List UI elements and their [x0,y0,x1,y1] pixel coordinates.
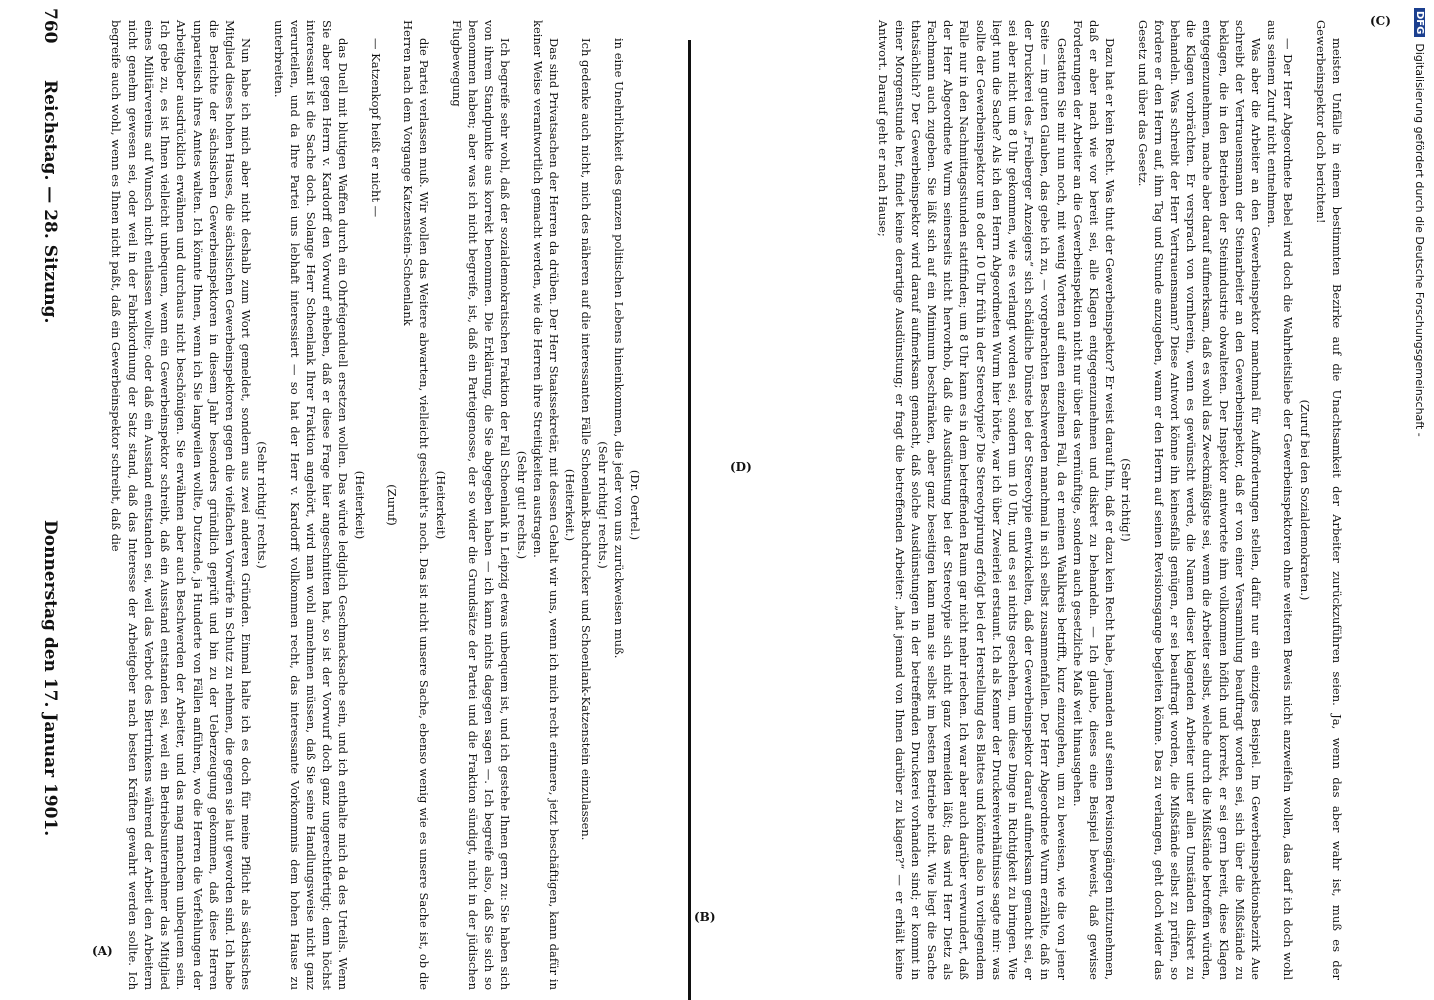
right-column-text [700,0,1350,1000]
interjection: (Zuruf) [384,484,399,526]
header-date: Donnerstag den 17. Januar 1901. [40,520,60,837]
paragraph: Gestatten Sie mir nun noch, mit wenig Worten auf einen einzelnen Fall, da er meinen Wahlkreis betrifft, kurz einzugehen, um zu beweisen, wie die von jener Seite — im guten Glauben, das gebe ich zu, — vorgebrachten Beschwerden manchmal in sich selbst zusammenfallen. Der Herr Abgeordnete Wurm erzählte, daß in der Druckerei des „Freiberger Anzeigers“ sich schädliche Dünste bei der Stereotypie entwickelten, daß der Gewerbeinspektor darauf aufmerksam gemacht sei, er sei aber nicht um 8 Uhr gekommen, wie es verlangt worden sei, sondern um 10 Uhr, und es sei nichts geschehen, um diese Dinge in Richtigkeit zu bringen. Wie liegt nun die Sache? Als ich den Herrn Abgeordneten Wurm hier hörte, war ich über Zweierlei erstaunt. Ich als Kenner der Druckereiverhältnisse sagte mir: was sollte der Gewerbeinspektor um 8 oder 10 Uhr früh in der Stereotypie? Die Stereotypirung erfolgt bei der Herstellung des Blattes und könnte also in vorliegendem Falle nur in den Nachmittagsstunden stattfinden; um 8 Uhr kann es in dem betreffenden Raum gar nicht mehr riechen. Ich war aber auch darüber verwundert, daß der Herr Abgeordnete Wurm seinerseits nicht hervorhob, daß die Ausdünstung bei der Stereotypie sich nicht ganz vermeiden läßt; das wird Herr Dietz als Fachmann auch zugeben. Sie läßt sich auf ein Minimum beschränken, aber ganz beseitigen kann man sie selbst im besten Betriebe nicht. Wie liegt die Sache thatsächlich? Der Gewerbeinspektor wird darauf aufmerksam gemacht, daß solche Ausdünstungen in der betreffenden Druckerei vorhanden sind; er kommt in einer Morgenstunde her, findet keine derartige Ausdünstung; er fragt die betreffenden Arbeiter: „hat jemand von Ihnen darüber zu klagen?“ — er erhält keine Antwort. Darauf geht er nach Hause; [876,20,1069,980]
paragraph: Ich gedenke auch nicht, mich des näheren auf die interessanten Fälle Schoenlank-Buchdrucker und Schoenlank-Katzenstein einzulassen. [579,38,594,841]
column-rule [688,40,691,1000]
interjection: (Sehr gut! rechts.) [514,450,529,560]
interjection: (Sehr richtig! rechts.) [595,441,610,569]
margin-mark-a: (A) [92,944,113,958]
paragraph: in eine Unehrlichkeit des ganzen politischen Lebens hineinkommen, die jeder von uns zurückweisen muß. [611,38,626,659]
paragraph: — Der Herr Abgeordnete Bebel wird doch die Wahrheitsliebe der Gewerbeinspektoren ohne weiteren Beweis nicht anzweifeln wollen, das darf ich doch wohl aus seinem Zuruf nicht entnehmen. [1265,20,1296,980]
interjection: (Heiterkeit.) [563,468,578,542]
digitization-stamp [1402,0,1432,1000]
margin-mark-d: (D) [730,460,752,474]
paragraph: Dazu hat er kein Recht. Was thut der Gewerbeinspektor? Er weist darauf hin, daß er dazu kein Recht habe, jemanden auf seinen Revisionsgängen mitzunehmen, daß er aber nach wie vor bereit sei, alle Klagen entgegenzunehmen und diskret zu behandeln. — Ich glaube, dieses eine Beispiel beweist, daß gewisse Forderungen der Arbeiter an die Gewerbeinspektion nicht nur über das vernünftige, sondern auch gesetzliche Maß weit hinausgehen. [1070,20,1118,980]
paragraph: Das sind Privatsachen der Herren da drüben. Der Herr Staatssekretär, mit dessen Gehalt wir uns, wenn ich mich recht erinnere, jetzt beschäftigen, kann dafür in keiner Weise verantwortlich gemacht werden, wie die Herren ihre Streitigkeiten austragen. [530,20,561,990]
interjection: (Zuruf bei den Sozialdemokraten.) [1297,399,1312,601]
interjection: (Dr. Oertel.) [628,469,642,541]
margin-mark-c: (C) [1370,14,1391,28]
dfg-logo: DFG [1415,8,1426,37]
paragraph: — Katzenkopf heißt er nicht — [368,38,383,218]
interjection: (Sehr richtig! rechts.) [255,441,270,569]
paragraph: das Duell mit blutigen Waffen durch ein Ohrfeigenduell ersetzen wollen. Das würde lediglich Geschmacksache sein, und ich enthalte mich da des Urteils. Wenn Sie aber gegen Herrn v. Kardorff den Vorwurf erheben, daß er diese Frage hier angeschnitten hat, so ist der Vorwurf doch ganz ungerechtfertigt; denn höchst interessant ist die Sache doch. Solange Herr Schoenlank Ihrer Fraktion angehört, wird man wohl annehmen müssen, daß Sie seine Handlungsweise nicht ganz verurteilen, und da Ihre Partei uns lebhaft interessiert — so hat der Herr v. Kardorff vollkommen recht, das interessante Vorkommnis dem hohen Hause zu unterbreiten. [271,20,351,990]
interjection: (Heiterkeit) [433,470,448,540]
paragraph: meisten Unfälle in einem bestimmten Bezirke auf die Unachtsamkeit der Arbeiter zurückzuführen seien. Ja, wenn das aber wahr ist, muß es der Gewerbeinspektor doch berichten! [1313,20,1344,980]
header-session: Reichstag. — 28. Sitzung. [40,80,60,324]
left-column [78,0,648,1000]
paragraph: Ich begreife sehr wohl, daß der sozialdemokratischen Fraktion der Fall Schoenlank in Leipzig etwas unbequem ist, und ich gestehe Ihnen gern zu: Sie haben sich von ihrem Standpunkte aus korrekt benommen. Die Erklärung, die Sie abgegeben haben — ich kann nichts dagegen sagen —. Ich begreife also, daß Sie sich so benommen haben; aber was ich nicht begreife, ist, daß ein Parteigenosse, der so wider die Grundsätze der Partei und die Fraktion sündigt, nicht in der jüdischen Flugbewegung [449,20,513,990]
running-header [30,0,70,1000]
interjection: (Sehr richtig!) [1119,458,1134,542]
paragraph: die Partei verlassen muß. Wir wollen das Weitere abwarten, vielleicht geschieht's noch. Das ist nicht unsere Sache, ebenso wenig wie es unsere Sache ist, ob die Herren nach dem Vorgange Katzenstein-Schoenlank [401,20,432,990]
interjection: (Heiterkeit) [352,470,367,540]
margin-mark-b: (B) [694,910,716,924]
stamp-text: Digitalisierung gefördert durch die Deutsche Forschungsgemeinschaft - [1413,43,1427,437]
page-number: 760 [40,8,60,44]
paragraph: Nun habe ich mich aber nicht deshalb zum Wort gemeldet, sondern aus zwei anderen Gründen. Einmal halte ich es doch für meine Pflicht als sächsisches Mitglied dieses hohen Hauses, die sächsischen Gewerbeinspektoren gegen die vielfachen Vorwürfe in Schutz zu nehmen, die gegen sie laut geworden sind. Ich habe die Berichte der sächsischen Gewerbeinspektoren in diesem Jahr besonders gründlich geprüft und bin zu der Ueberzeugung gekommen, daß diese Herren unparteiisch ihres Amtes walten. Ich könnte Ihnen, wenn ich Sie langweilen wollte, Dutzende, ja Hunderte von Fällen anführen, wo die Herren die Verfehlungen der Arbeitgeber ausdrücklich erwähnen und durchaus nicht beschönigen. Sie erwähnen aber auch Beschwerden der Arbeiter, und das mag manchem unbequem sein. Ich gebe zu, es ist Ihnen vielleicht unbequem, wenn ein Gewerbeinspektor schreibt, daß ein Ausstand entstanden sei, weil ein Betriebsunternehmer das Mitglied eines Militärvereins auf Wunsch nicht entlassen wollte; oder daß ein Ausstand entstanden sei, weil das Verbot des Biertrinkens während der Arbeit den Arbeitern nicht genehm gewesen sei, oder weil in der Fabrikordnung der Satz stand, daß das Interesse der Arbeitgeber nach besten Kräften gewahrt werden sollte. Ich begreife auch wohl, wenn es Ihnen nicht paßt, daß ein Gewerbeinspektor schreibt, daß die [109,20,254,990]
paragraph: Was aber die Arbeiter an den Gewerbeinspektor manchmal für Aufforderungen stellen, dafür nur ein einziges Beispiel. Im Gewerbeinspektionsbezirk Aue schreibt der Vertrauensmann der Steinarbeiter an den Gewerbeinspektor, daß er von einer Versammlung beauftragt worden sei, sich über die Mißstände zu beklagen, die in den Betrieben der Steinindustrie obwalteten. Der Inspektor antwortete ihm vollkommen höflich und korrekt, er sei gern bereit, diese Klagen entgegenzunehmen, mache aber darauf aufmerksam, daß es wohl das Zweckmäßigste sei, wenn die Arbeiter selbst, welche durch die Mißstände betroffen würden, die Klagen vorbrächten. Er versprach von vornherein, wenn es gewünscht werde, die Namen dieser klagenden Arbeiter unter allen Umständen diskret zu behandeln. Was schreibt der Herr Vertrauensmann? Diese Antwort könne ihn keinesfalls genügen, er sei beauftragt worden, die Mißstände selbst zu prüfen, so fordere er den Herrn auf, ihm Tag und Stunde anzugeben, wann er den Herrn auf seinen Revisionsgange begleiten könne. Das zu verlangen, geht doch wider das Gesetz und über das Gesetz. [1135,20,1263,980]
